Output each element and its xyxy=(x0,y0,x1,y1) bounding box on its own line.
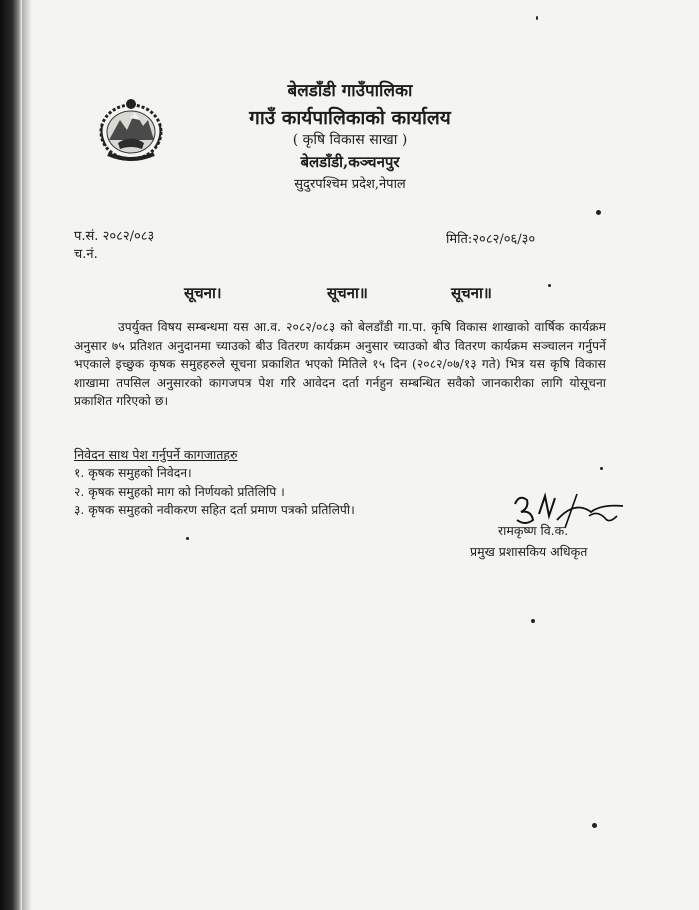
scan-shadow-streak xyxy=(22,0,32,910)
letter-number: प.सं. २०८२/०८३ xyxy=(74,229,155,244)
signatory-title: प्रमुख प्रशासकिय अधिकृत xyxy=(470,544,588,559)
notice-title-1: सूचना। xyxy=(184,284,222,302)
dispatch-number: च.नं. xyxy=(74,247,98,262)
notice-title-2: सूचना॥ xyxy=(327,284,368,302)
notice-body xyxy=(74,318,606,411)
nepal-emblem-icon xyxy=(96,96,166,164)
list-item: १. कृषक समुहको निवेदन। xyxy=(74,466,192,480)
province-address: सुदुरपश्चिम प्रदेश,नेपाल xyxy=(294,177,406,192)
documents-list xyxy=(74,464,355,520)
scan-speck xyxy=(548,284,551,287)
documents-heading: निवेदन साथ पेश गर्नुपर्ने कागजातहरु xyxy=(74,447,238,462)
scan-speck xyxy=(536,16,538,20)
list-item: २. कृषक समुहको माग को निर्णयको प्रतिलिपि । xyxy=(74,484,285,499)
municipality-name: बेलडाँडी गाउँपालिका xyxy=(287,81,413,101)
scan-speck xyxy=(186,537,189,540)
scan-speck xyxy=(592,823,597,828)
letter-date: मिति:२०८२/०६/३० xyxy=(446,232,536,247)
section-name: ( कृषि विकास साखा ) xyxy=(292,132,408,148)
scan-speck xyxy=(600,467,603,470)
scan-speck xyxy=(531,619,535,623)
scan-shadow-edge xyxy=(0,0,22,910)
list-item: ३. कृषक समुहको नवीकरण सहित दर्ता प्रमाण पत्रको प्रतिलिपी। xyxy=(74,503,355,517)
office-name: गाउँ कार्यपालिकाको कार्यालय xyxy=(249,107,451,129)
office-address: बेलडाँडी,कञ्चनपुर xyxy=(300,153,400,171)
signatory-name: रामकृष्ण वि.क. xyxy=(498,523,569,538)
scan-speck xyxy=(596,210,601,215)
notice-paragraph: उपर्युक्त विषय सम्बन्धमा यस आ.व. २०८२/०८३ को बेलडाँडी गा.पा. कृषि विकास शाखाको वार्षिक कार्यक्रम अनुसार ७५ प्रतिशत अनुदानमा च्याउको बीउ वितरण कार्यक्रम अनुसार च्याउको बीउ वितरण कार्यक्रम सञ्चालन गर्नुपर्ने भएकाले इच्छुक कृषक समुहहरुले सूचना प्रकाशित भएको मितिले १५ दिन (२०८२/०७/१३ गते) भित्र यस कृषि विकास शाखामा तपसिल अनुसारको कागजपत्र पेश गरि आवेदन दर्ता गर्नहुन सम्बन्धित सवैको जानकारीका लागि योसूचना प्रकाशित गरिएको छ। xyxy=(74,320,606,409)
notice-title-3: सूचना॥ xyxy=(451,284,492,302)
